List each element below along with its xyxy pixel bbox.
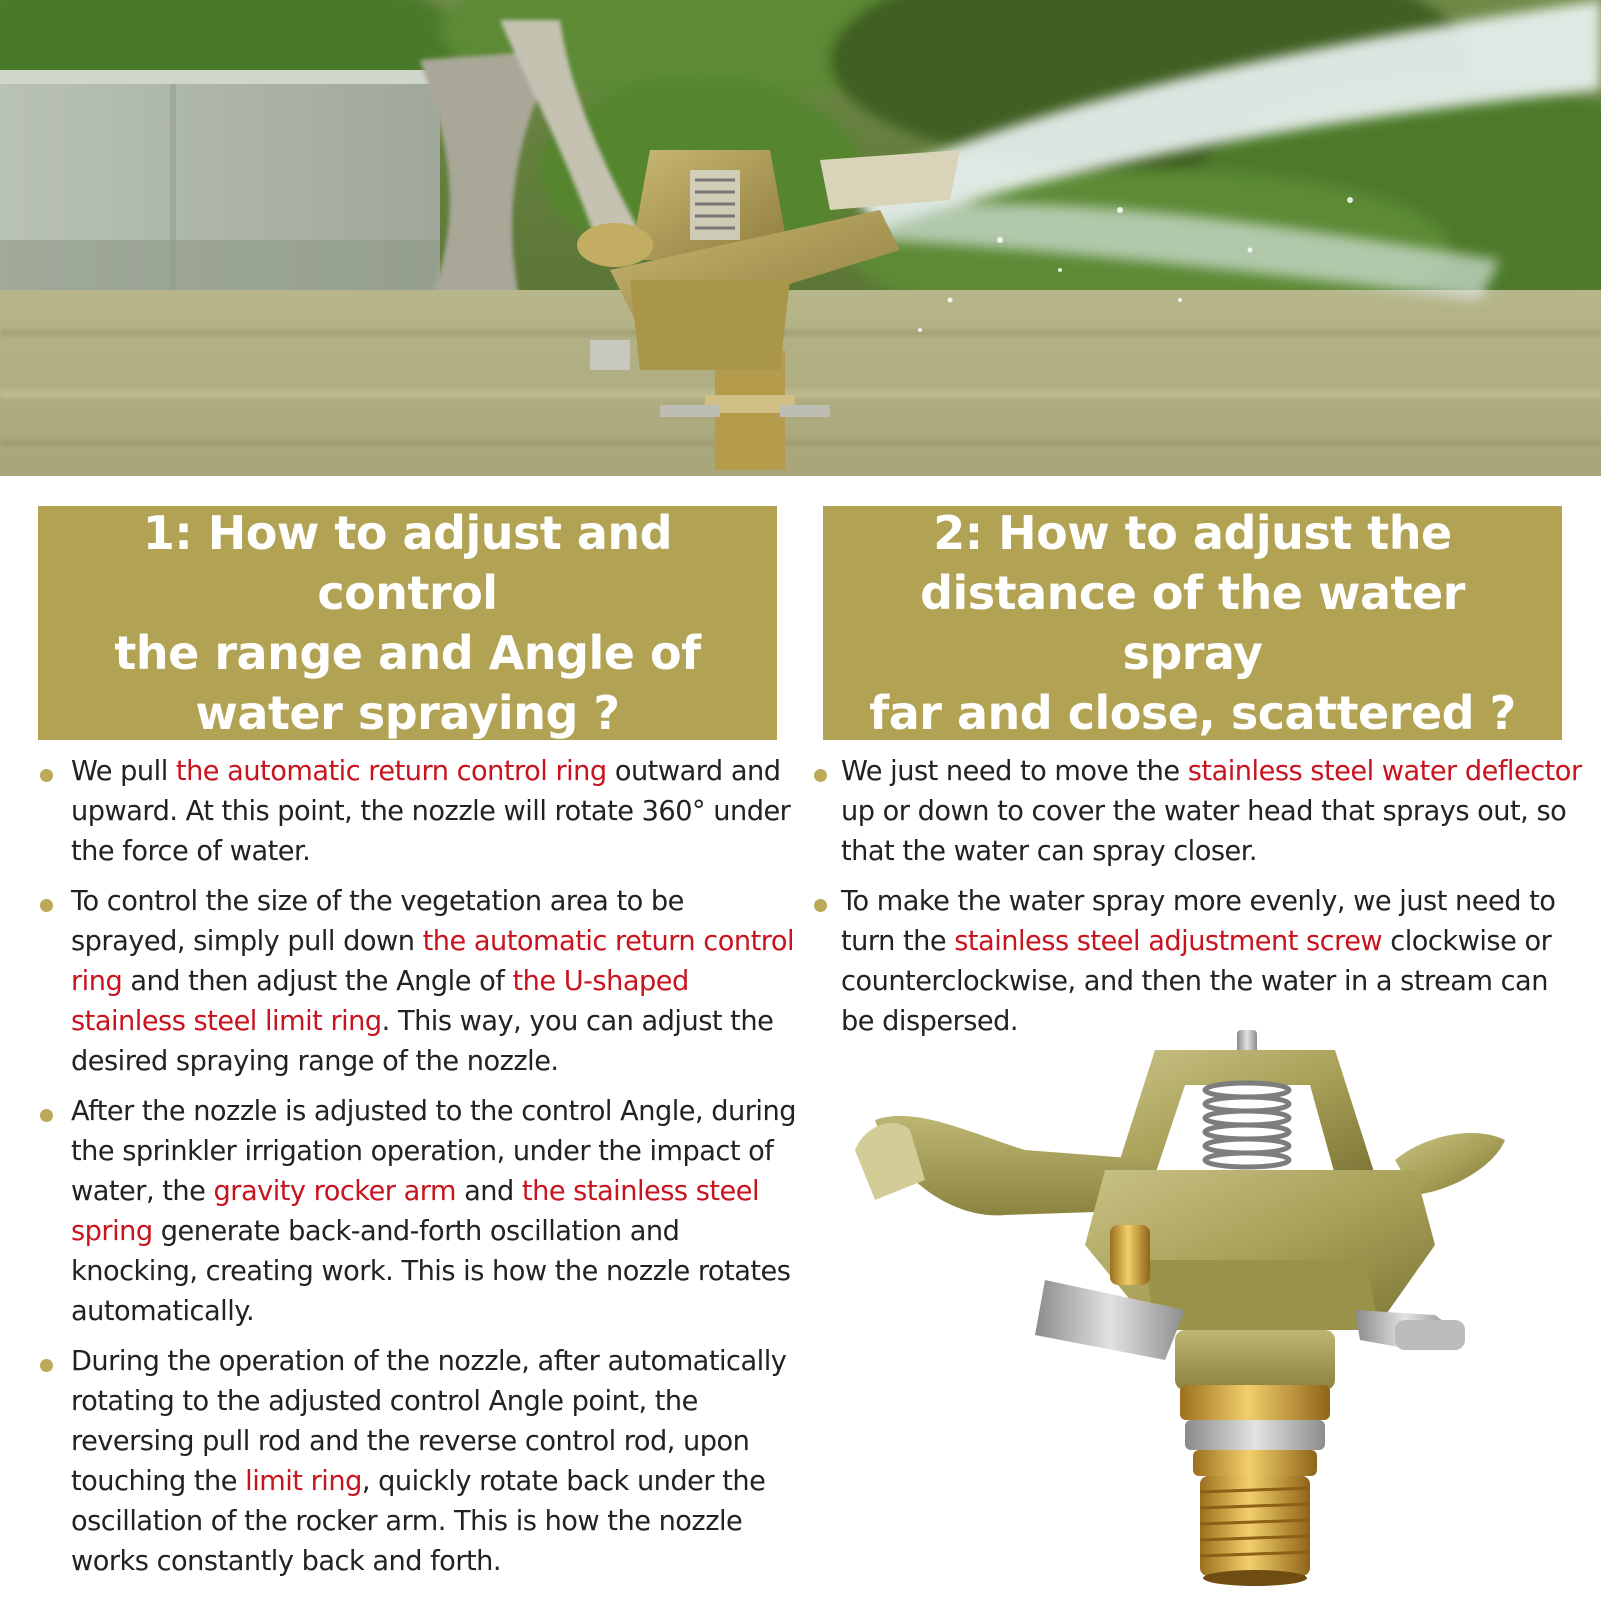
section-1-title-line: 1: How to adjust and control [142,506,673,620]
text-run: up or down to cover the water head that sprays out, so that the water can spray closer. [841,796,1567,867]
highlight-text: limit ring [245,1466,362,1497]
text-run: To control the size of the vegetation area to be sprayed, simply pull down [71,886,684,957]
bullet-dot-icon [40,769,53,782]
bullet-dot-icon [814,769,827,782]
bullet-dot-icon [40,899,53,912]
section-1-header [38,506,777,740]
text-run: After the nozzle is adjusted to the control Angle, during the sprinkler irrigation operation, under the impact of water, the [71,1096,796,1207]
text-run: During the operation of the nozzle, after automatically rotating to the adjusted control Angle point, the reversing pull rod and the reverse control rod, upon touching the [71,1346,787,1497]
section-2-title-line: distance of the water spray [920,566,1465,680]
text-run: and then adjust the Angle of [122,966,513,997]
bullet-text [71,1096,796,1327]
text-run: We just need to move the [841,756,1188,787]
highlight-text: the stainless steel spring [71,1176,760,1247]
highlight-text: stainless steel adjustment screw [954,926,1383,957]
section-1-content [38,752,798,1592]
hero-sprinkler-photo [0,0,1601,476]
bullet-text [71,756,790,867]
section-2-title-line: far and close, scattered ? [869,686,1516,740]
bullet-item [812,752,1582,872]
highlight-text: the automatic return control ring [175,756,607,787]
section-2-content [812,752,1582,1052]
section-2-bullet-list [812,752,1582,1042]
bullet-text [71,886,794,1077]
bullet-item [38,1342,798,1582]
bullet-dot-icon [814,899,827,912]
section-1-title-line: the range and Angle of [114,626,701,680]
bullet-text [841,886,1555,1037]
highlight-text: the automatic return control ring [71,926,795,997]
text-run: generate back-and-forth oscillation and knocking, creating work. This is how the nozzle rotates automatically. [71,1216,791,1327]
highlight-text: gravity rocker arm [213,1176,456,1207]
bullet-text [841,756,1582,867]
bullet-item [812,882,1582,1042]
sprinkler-head-product-image [855,1030,1555,1600]
text-run: and [455,1176,522,1207]
text-run: outward and upward. At this point, the nozzle will rotate 360° under the force of water. [71,756,791,867]
highlight-text: the U-shaped stainless steel limit ring [71,966,689,1037]
section-1-title [58,503,757,743]
section-1-bullet-list [38,752,798,1582]
text-run: To make the water spray more evenly, we just need to turn the [841,886,1556,957]
text-run: We pull [71,756,176,787]
section-2-title [843,503,1542,743]
bullet-item [38,752,798,872]
text-run: , quickly rotate back under the oscillation of the rocker arm. This is how the nozzle works constantly back and forth. [71,1466,766,1577]
bullet-item [38,882,798,1082]
text-run: . This way, you can adjust the desired spraying range of the nozzle. [71,1006,774,1077]
text-run: clockwise or counterclockwise, and then the water in a stream can be dispersed. [841,926,1552,1037]
bullet-dot-icon [40,1109,53,1122]
bullet-dot-icon [40,1359,53,1372]
bullet-text [71,1346,786,1577]
section-2-title-line: 2: How to adjust the [933,506,1452,560]
bullet-item [38,1092,798,1332]
section-2-header [823,506,1562,740]
section-1-title-line: water spraying ? [195,686,620,740]
highlight-text: stainless steel water deflector [1187,756,1582,787]
